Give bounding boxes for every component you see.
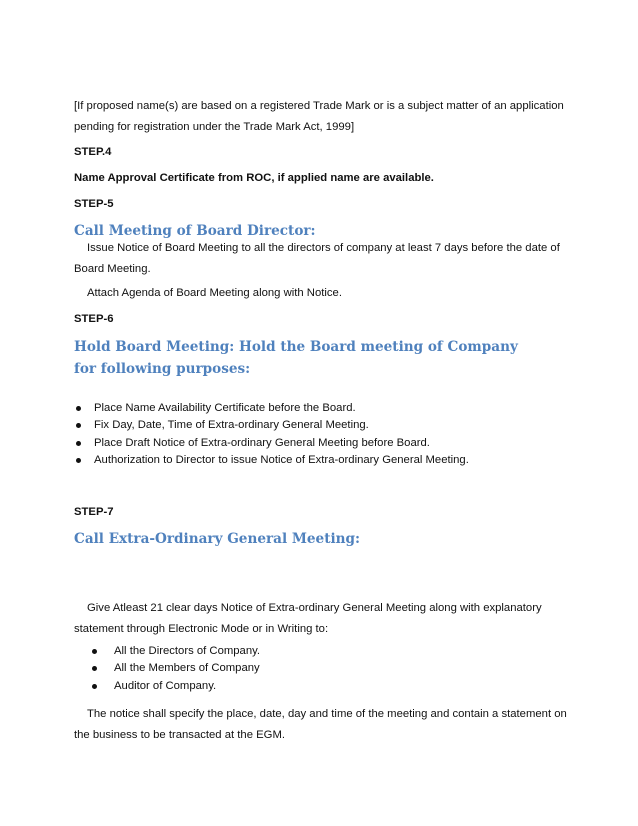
list-item: Fix Day, Date, Time of Extra-ordinary General Meeting.	[74, 417, 569, 434]
bullet-icon	[92, 666, 97, 671]
step5-label: STEP-5	[74, 198, 114, 210]
list-item: Place Draft Notice of Extra-ordinary General Meeting before Board.	[74, 435, 569, 452]
step6-heading: Hold Board Meeting: Hold the Board meeting of Company for following purposes:	[74, 339, 518, 377]
bullet-icon	[76, 441, 81, 446]
step4-label: STEP.4	[74, 146, 112, 158]
bullet-icon	[76, 458, 81, 463]
step5-paragraph-2: Attach Agenda of Board Meeting along with Notice.	[87, 287, 342, 299]
step6-bullet-list	[74, 400, 569, 470]
step6-label: STEP-6	[74, 313, 114, 325]
bullet-icon	[92, 649, 97, 654]
list-item: Auditor of Company.	[74, 678, 569, 695]
list-item: All the Members of Company	[74, 660, 569, 677]
step7-paragraph-2: The notice shall specify the place, date, day and time of the meeting and contain a statement on the business to be transacted at the EGM.	[74, 708, 567, 741]
trademark-note: [If proposed name(s) are based on a registered Trade Mark or is a subject matter of an application pending for registration under the Trade Mark Act, 1999]	[74, 100, 564, 133]
step7-paragraph-1: Give Atleast 21 clear days Notice of Extra-ordinary General Meeting along with explanatory statement through Electronic Mode or in Writing to:	[74, 602, 542, 635]
step5-heading: Call Meeting of Board Director:	[74, 223, 316, 239]
list-item: All the Directors of Company.	[74, 643, 569, 660]
step7-label: STEP-7	[74, 506, 114, 518]
step5-paragraph-1: Issue Notice of Board Meeting to all the directors of company at least 7 days before the date of Board Meeting.	[74, 242, 560, 275]
step7-heading: Call Extra-Ordinary General Meeting:	[74, 531, 361, 547]
list-item: Place Name Availability Certificate before the Board.	[74, 400, 569, 417]
step7-bullet-list	[74, 643, 569, 695]
bullet-icon	[76, 423, 81, 428]
bullet-icon	[92, 684, 97, 689]
list-item: Authorization to Director to issue Notice of Extra-ordinary General Meeting.	[74, 452, 569, 469]
bullet-icon	[76, 406, 81, 411]
step4-text: Name Approval Certificate from ROC, if applied name are available.	[74, 172, 434, 184]
